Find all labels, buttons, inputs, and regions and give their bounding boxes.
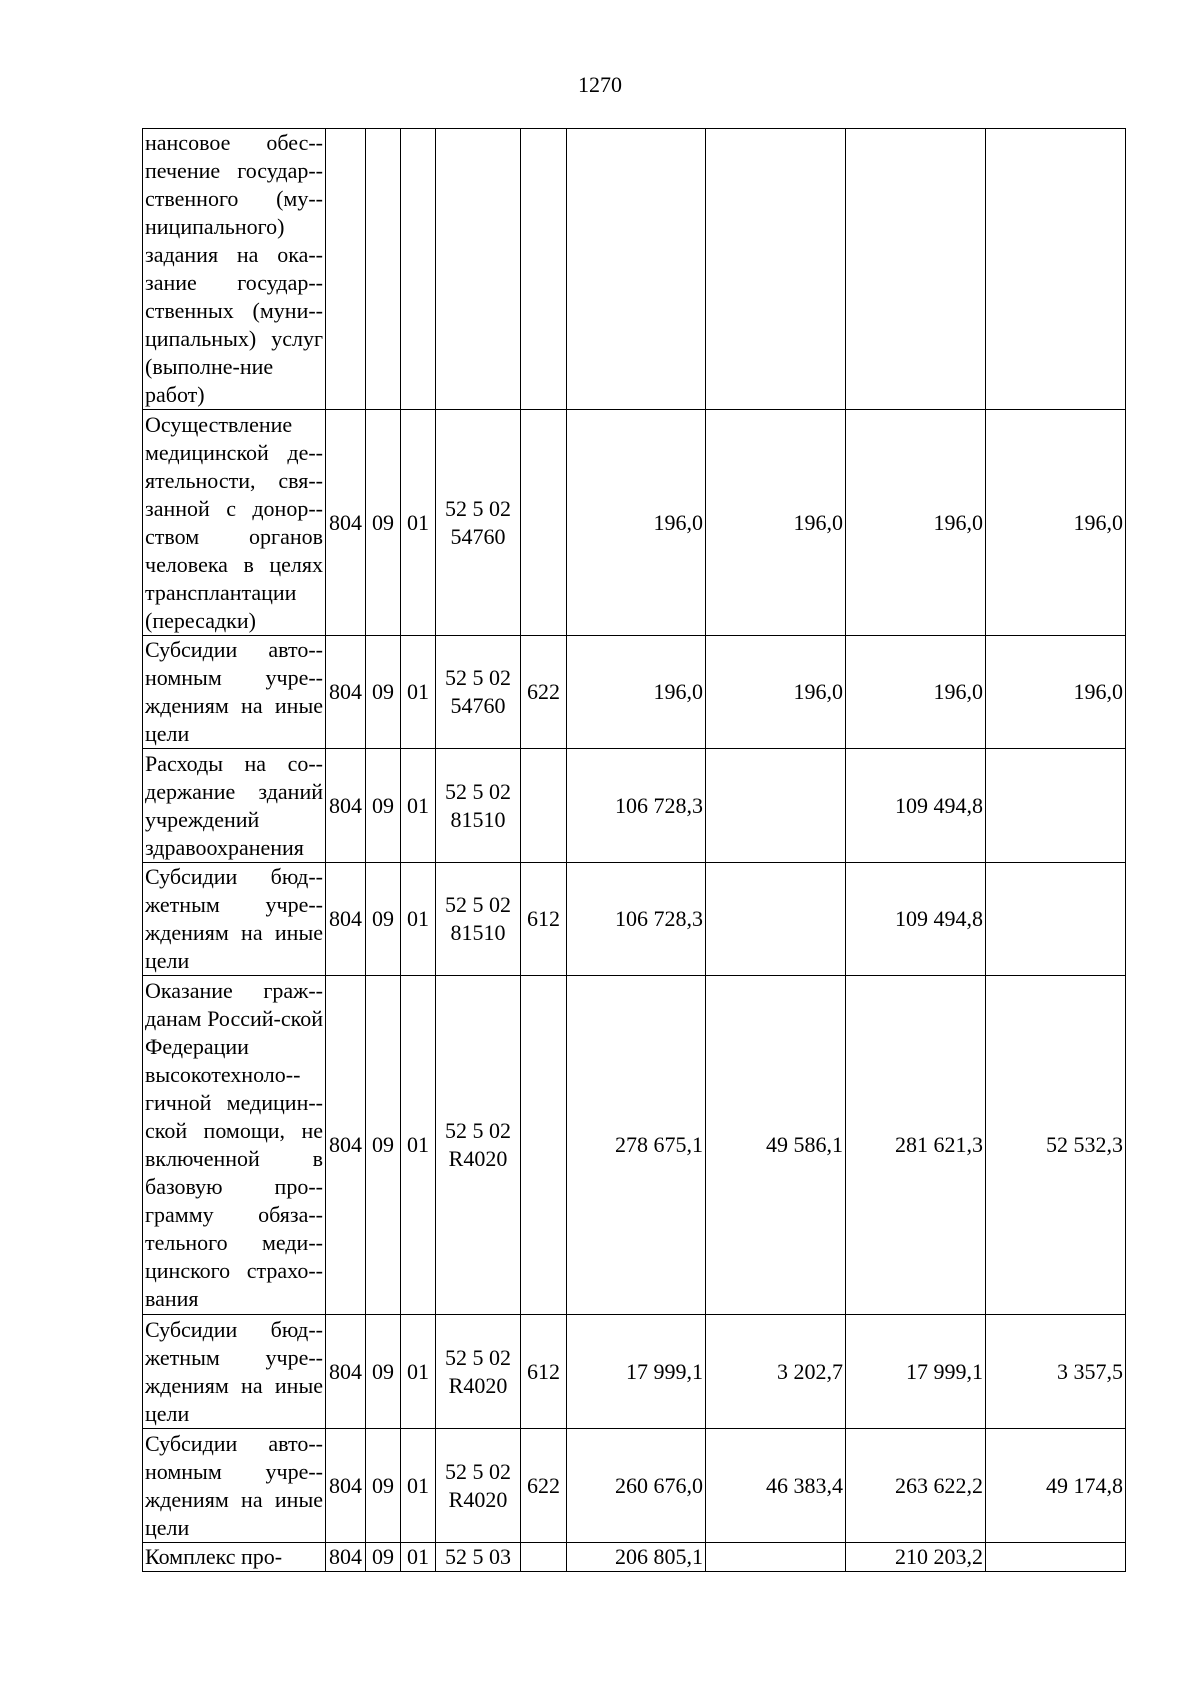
subsection-code: 01 — [401, 863, 436, 976]
amount-4: 3 357,5 — [986, 1315, 1126, 1429]
amount-2 — [706, 1543, 846, 1572]
amount-4: 196,0 — [986, 410, 1126, 636]
ministry-code: 804 — [326, 636, 366, 749]
table-row — [143, 1315, 1126, 1429]
ministry-code: 804 — [326, 1315, 366, 1429]
row-description: Субсидии авто-номным учре-ждениям на иные цели — [143, 1429, 326, 1543]
amount-3: 109 494,8 — [846, 749, 986, 863]
target-article-code: 52 5 02 54760 — [436, 410, 521, 636]
ministry-code: 804 — [326, 410, 366, 636]
table-row — [143, 976, 1126, 1315]
amount-1: 260 676,0 — [567, 1429, 706, 1543]
target-article-code: 52 5 02 R4020 — [436, 976, 521, 1315]
amount-3: 263 622,2 — [846, 1429, 986, 1543]
amount-4 — [986, 749, 1126, 863]
expense-type-code: 612 — [521, 863, 567, 976]
amount-2 — [706, 129, 846, 410]
ministry-code — [326, 129, 366, 410]
row-description: нансовое обес-печение государ-ственного (му-ниципального) задания на ока-зание государ-ственных (муни-ципальных) услуг (выполне-ние работ) — [143, 129, 326, 410]
section-code: 09 — [366, 636, 401, 749]
amount-1: 196,0 — [567, 636, 706, 749]
subsection-code: 01 — [401, 636, 436, 749]
table-row — [143, 1429, 1126, 1543]
amount-2: 196,0 — [706, 636, 846, 749]
amount-2: 3 202,7 — [706, 1315, 846, 1429]
amount-4 — [986, 129, 1126, 410]
subsection-code: 01 — [401, 1543, 436, 1572]
amount-4: 52 532,3 — [986, 976, 1126, 1315]
amount-2: 46 383,4 — [706, 1429, 846, 1543]
amount-1: 206 805,1 — [567, 1543, 706, 1572]
amount-3: 196,0 — [846, 636, 986, 749]
row-description: Субсидии бюд-жетным учре-ждениям на иные цели — [143, 1315, 326, 1429]
expense-type-code: 622 — [521, 1429, 567, 1543]
amount-1: 278 675,1 — [567, 976, 706, 1315]
table-row — [143, 636, 1126, 749]
subsection-code: 01 — [401, 1315, 436, 1429]
amount-2: 49 586,1 — [706, 976, 846, 1315]
amount-1: 196,0 — [567, 410, 706, 636]
section-code: 09 — [366, 1429, 401, 1543]
table-row — [143, 1543, 1126, 1572]
subsection-code — [401, 129, 436, 410]
amount-3: 210 203,2 — [846, 1543, 986, 1572]
section-code: 09 — [366, 1543, 401, 1572]
budget-table — [142, 128, 1126, 1572]
table-row — [143, 129, 1126, 410]
amount-1 — [567, 129, 706, 410]
row-description: Субсидии авто-номным учре-ждениям на иные цели — [143, 636, 326, 749]
ministry-code: 804 — [326, 976, 366, 1315]
amount-4: 49 174,8 — [986, 1429, 1126, 1543]
row-description: Оказание граж-данам Россий-ской Федерации высокотехноло-гичной медицин-ской помощи, не включенной в базовую про-грамму обяза-тельного меди-цинского страхо-вания — [143, 976, 326, 1315]
ministry-code: 804 — [326, 863, 366, 976]
amount-2 — [706, 863, 846, 976]
row-description: Осуществление медицинской де-ятельности, свя-занной с донор-ством органов человека в целях трансплантации (пересадки) — [143, 410, 326, 636]
section-code: 09 — [366, 1315, 401, 1429]
amount-3: 17 999,1 — [846, 1315, 986, 1429]
expense-type-code: 622 — [521, 636, 567, 749]
section-code: 09 — [366, 749, 401, 863]
target-article-code: 52 5 02 R4020 — [436, 1429, 521, 1543]
table-row — [143, 863, 1126, 976]
table-row — [143, 410, 1126, 636]
target-article-code — [436, 129, 521, 410]
target-article-code: 52 5 02 81510 — [436, 863, 521, 976]
section-code: 09 — [366, 976, 401, 1315]
subsection-code: 01 — [401, 749, 436, 863]
amount-1: 106 728,3 — [567, 863, 706, 976]
amount-3 — [846, 129, 986, 410]
amount-4: 196,0 — [986, 636, 1126, 749]
page-number: 1270 — [578, 72, 622, 97]
amount-1: 17 999,1 — [567, 1315, 706, 1429]
row-description: Субсидии бюд-жетным учре-ждениям на иные цели — [143, 863, 326, 976]
ministry-code: 804 — [326, 749, 366, 863]
expense-type-code — [521, 1543, 567, 1572]
section-code — [366, 129, 401, 410]
amount-1: 106 728,3 — [567, 749, 706, 863]
amount-3: 196,0 — [846, 410, 986, 636]
target-article-code: 52 5 02 81510 — [436, 749, 521, 863]
section-code: 09 — [366, 410, 401, 636]
ministry-code: 804 — [326, 1429, 366, 1543]
subsection-code: 01 — [401, 976, 436, 1315]
expense-type-code — [521, 976, 567, 1315]
amount-4 — [986, 863, 1126, 976]
expense-type-code — [521, 410, 567, 636]
amount-3: 109 494,8 — [846, 863, 986, 976]
amount-4 — [986, 1543, 1126, 1572]
row-description: Комплекс про- — [143, 1543, 326, 1572]
target-article-code: 52 5 02 54760 — [436, 636, 521, 749]
subsection-code: 01 — [401, 410, 436, 636]
expense-type-code — [521, 749, 567, 863]
expense-type-code — [521, 129, 567, 410]
target-article-code: 52 5 02 R4020 — [436, 1315, 521, 1429]
section-code: 09 — [366, 863, 401, 976]
row-description: Расходы на со-держание зданий учреждений здравоохранения — [143, 749, 326, 863]
expense-type-code: 612 — [521, 1315, 567, 1429]
target-article-code: 52 5 03 — [436, 1543, 521, 1572]
table-row — [143, 749, 1126, 863]
amount-3: 281 621,3 — [846, 976, 986, 1315]
ministry-code: 804 — [326, 1543, 366, 1572]
subsection-code: 01 — [401, 1429, 436, 1543]
amount-2 — [706, 749, 846, 863]
amount-2: 196,0 — [706, 410, 846, 636]
